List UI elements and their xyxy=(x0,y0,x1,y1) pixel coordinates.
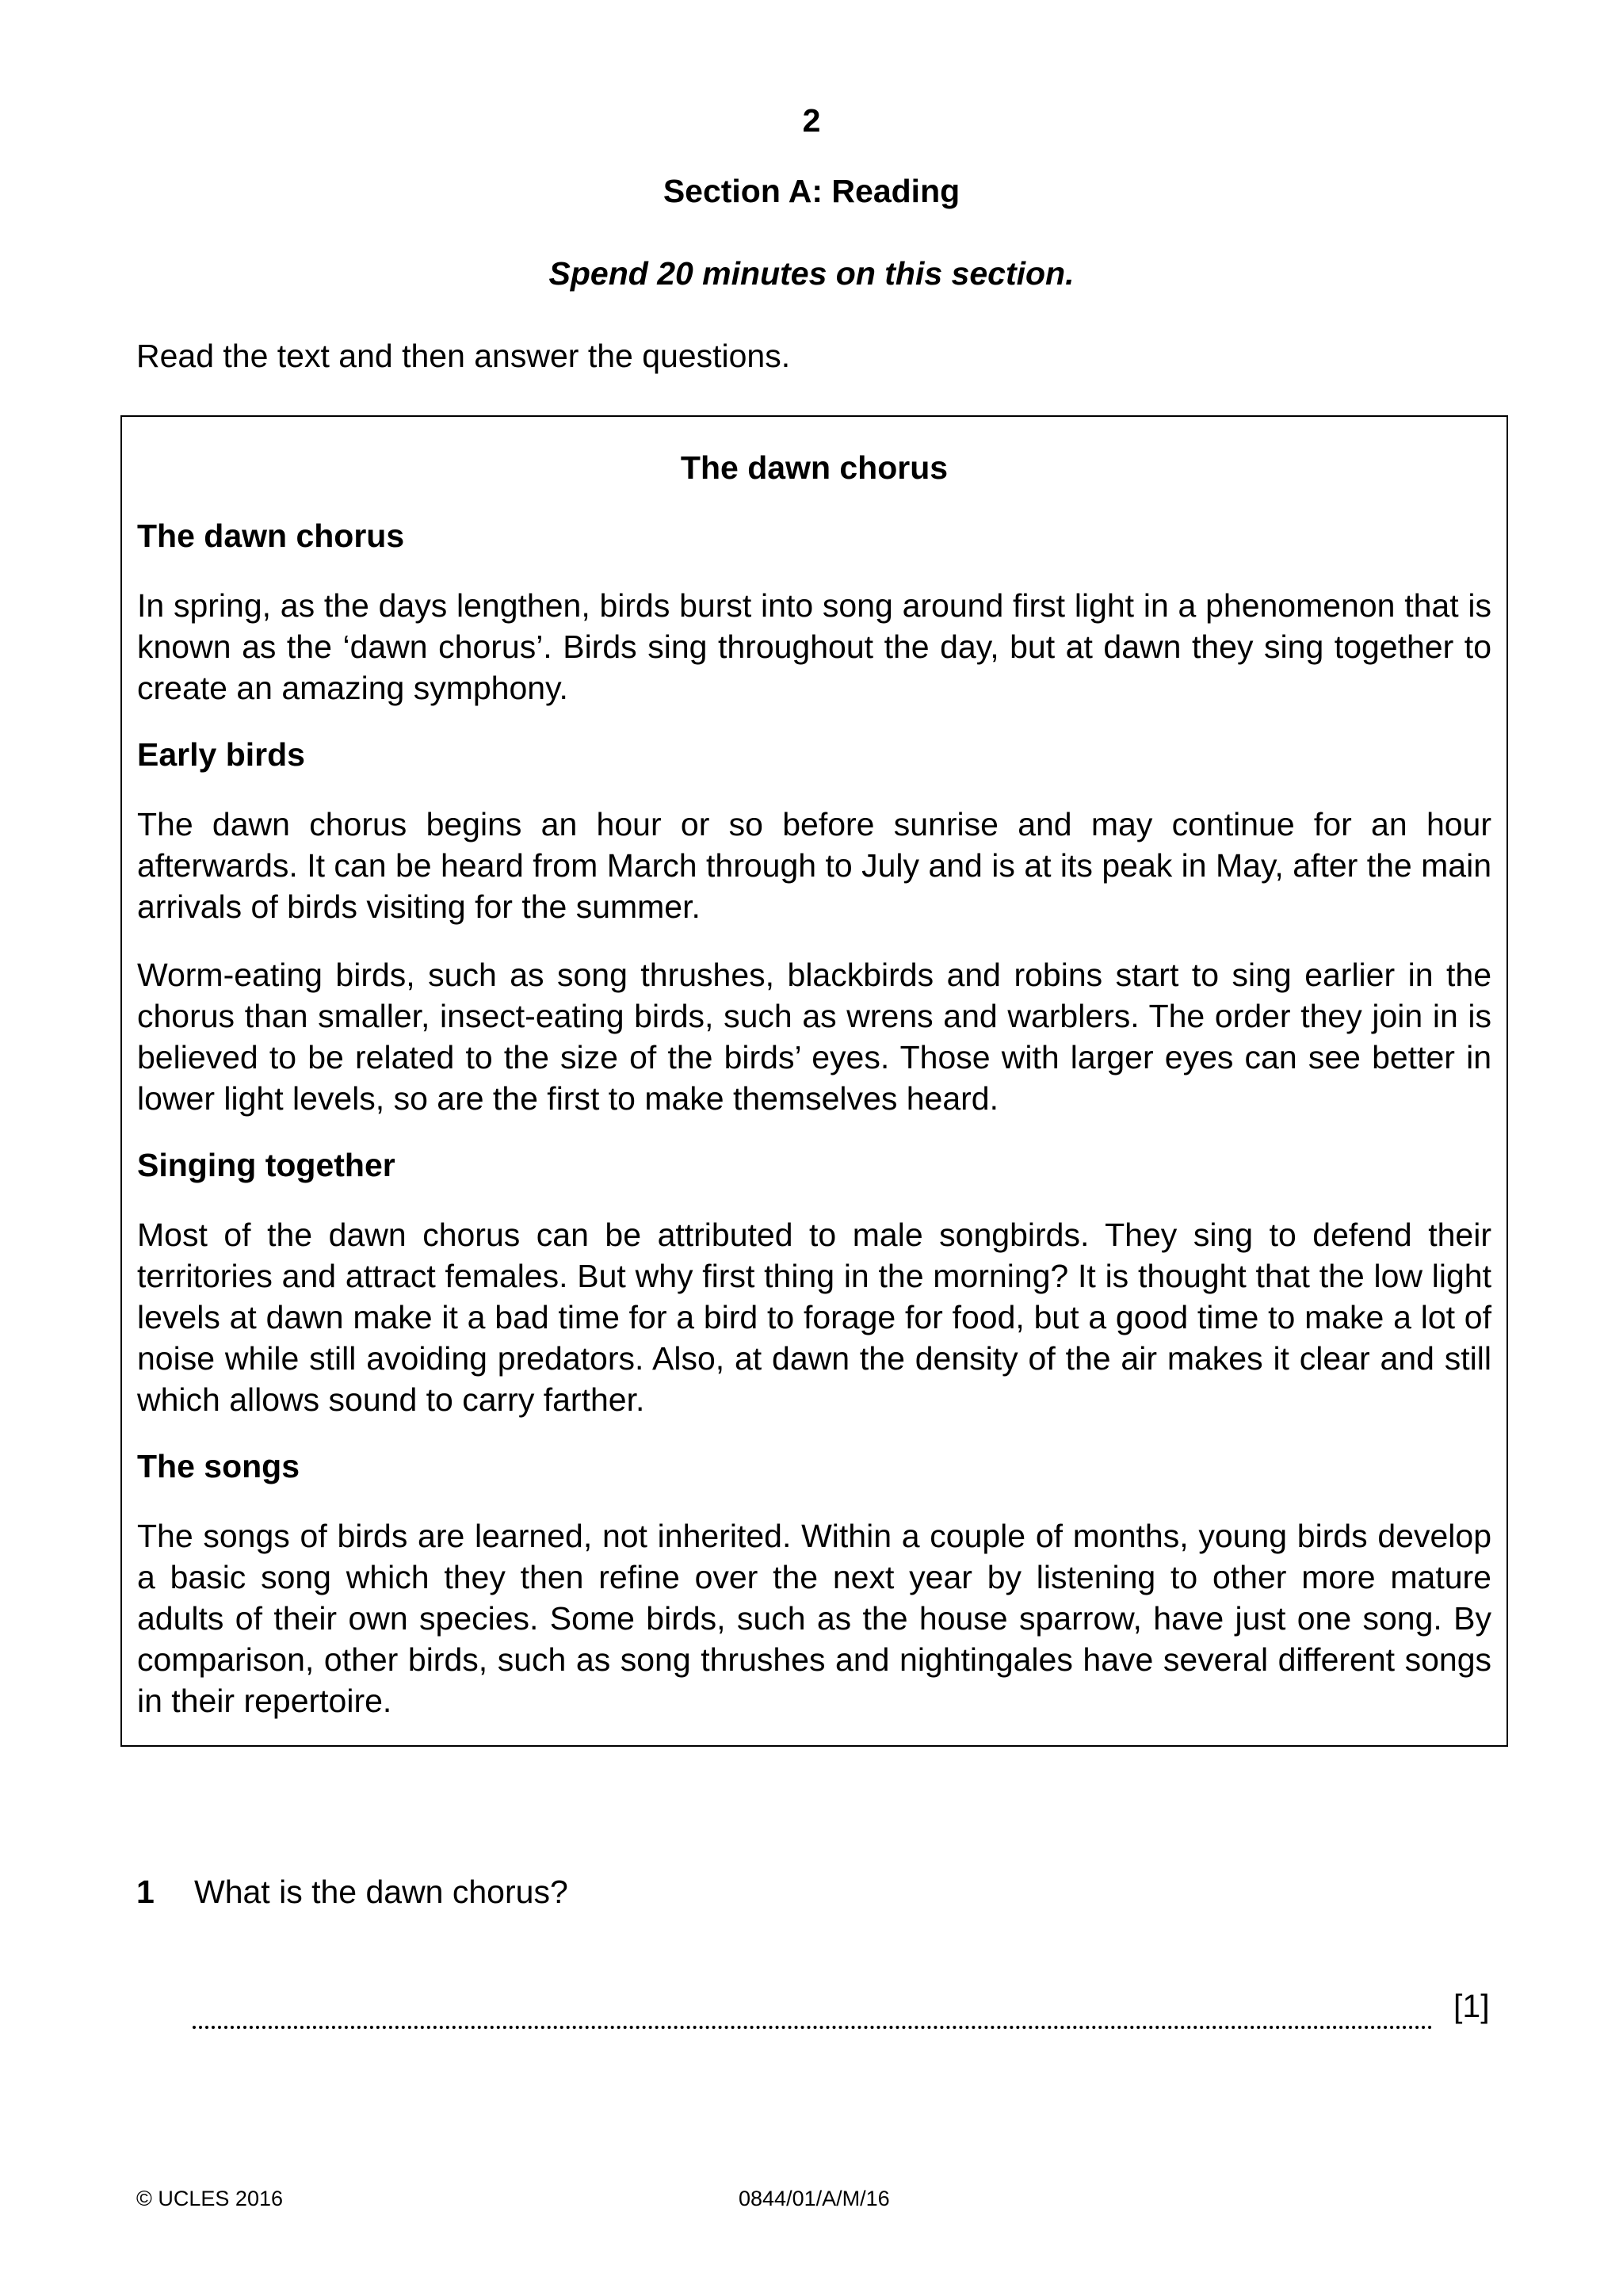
section-instruction: Spend 20 minutes on this section. xyxy=(548,255,1075,292)
question-text: What is the dawn chorus? xyxy=(194,1874,568,1910)
subheading-dawn-chorus: The dawn chorus xyxy=(137,518,405,554)
paragraph: Worm-eating birds, such as song thrushes, blackbirds and robins start to sing earlier in the chorus than smaller, insect-eating birds, such as wrens and warblers. The order they join in is believed to be related to the size of the birds’ eyes. Those with larger eyes can see better in lower light levels, so are the first to make themselves heard. xyxy=(137,957,1491,1117)
section-title: Section A: Reading xyxy=(663,173,960,209)
footer-paper-code: 0844/01/A/M/16 xyxy=(739,2187,890,2210)
question-number: 1 xyxy=(136,1874,155,1910)
paragraph: The dawn chorus begins an hour or so before sunrise and may continue for an hour afterwards. It can be heard from March through to July and is at its peak in May, after the main arrivals of birds visiting for the summer. xyxy=(137,806,1491,925)
text-title: The dawn chorus xyxy=(680,449,949,486)
paragraph: The songs of birds are learned, not inherited. Within a couple of months, young birds develop a basic song which they then refine over the next year by listening to other more mature adults of their own species. Some birds, such as the house sparrow, have just one song. By comparison, other birds, such as song thrushes and nightingales have several different songs in their repertoire. xyxy=(137,1518,1491,1719)
paragraph: In spring, as the days lengthen, birds burst into song around first light in a phenomenon that is known as the ‘dawn chorus’. Birds sing throughout the day, but at dawn they sing together to create an amazing symphony. xyxy=(137,587,1491,706)
subheading-singing-together: Singing together xyxy=(137,1147,395,1183)
reading-text-box xyxy=(120,415,1508,1747)
subheading-early-birds: Early birds xyxy=(137,736,305,773)
footer-copyright: © UCLES 2016 xyxy=(136,2187,283,2210)
reading-intro: Read the text and then answer the questions. xyxy=(136,338,791,374)
subheading-the-songs: The songs xyxy=(137,1448,300,1484)
page-number: 2 xyxy=(802,102,821,139)
question-marks: [1] xyxy=(1453,1988,1490,2024)
answer-line[interactable] xyxy=(193,2026,1433,2029)
paragraph: Most of the dawn chorus can be attributed to male songbirds. They sing to defend their territories and attract females. But why first thing in the morning? It is thought that the low light levels at dawn make it a bad time for a bird to forage for food, but a good time to make a lot of noise while still avoiding predators. Also, at dawn the density of the air makes it clear and still which allows sound to carry farther. xyxy=(137,1217,1491,1418)
